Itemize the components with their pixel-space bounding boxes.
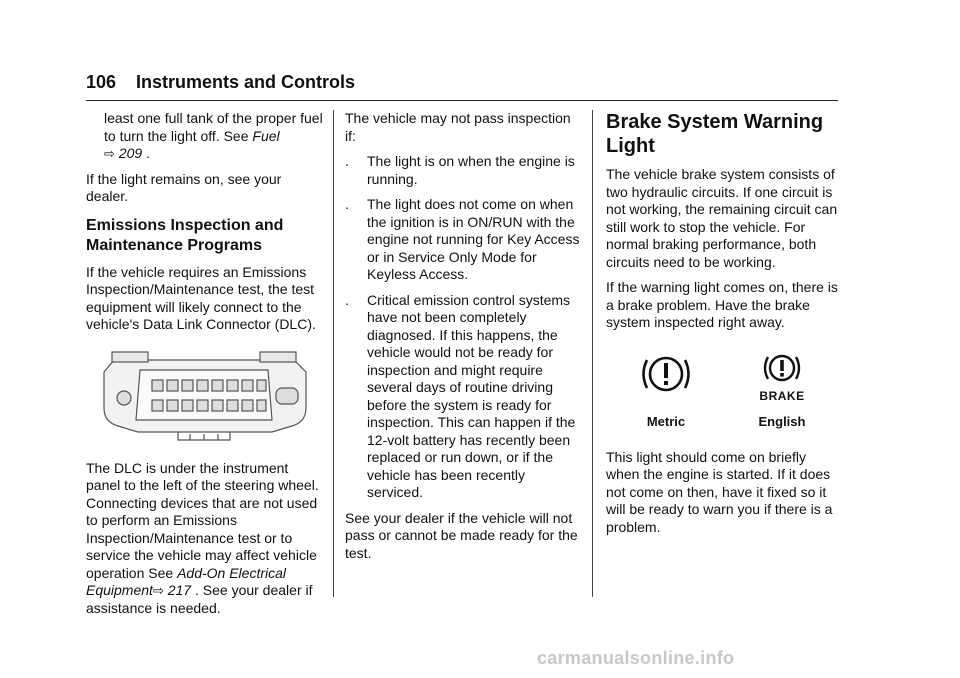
section-title: Instruments and Controls <box>136 72 356 92</box>
brake-system-paragraph: The vehicle brake system consists of two hydraulic circuits. If one circuit is not working, the remaining circuit can still work to stop the vehicle. For normal braking performance, both circuits need to be working. <box>606 166 838 270</box>
column-divider <box>592 110 593 597</box>
emissions-heading: Emissions Inspection and Maintenance Programs <box>86 216 284 254</box>
dlc-location-paragraph: The DLC is under the instrument panel to the left of the steering wheel. Connecting devices that are not used to perform an Emissions Inspection/Maintenance test or to service the vehicle may affect vehicle operation See Add-On Electrical Equipment⇨ 217 . See your dealer if assistance is needed. <box>86 459 319 616</box>
add-on-page-ref[interactable]: 217 <box>163 582 192 598</box>
column-divider <box>333 110 334 597</box>
bullet-mark: . <box>345 153 349 169</box>
caption-metric: Metric <box>646 414 686 429</box>
column-middle <box>345 110 580 570</box>
brake-warning-heading: Brake System Warning Light <box>606 111 824 157</box>
column-right <box>606 110 840 544</box>
list-item: . The light does not come on when the ignition is in ON/RUN with the engine not running for Key Access or in Service Only Mode for Keyless Access. <box>345 196 580 282</box>
page-number: 106 <box>86 72 117 92</box>
light-remains-paragraph: If the light remains on, see your dealer. <box>86 170 282 204</box>
caption-english: English <box>758 414 806 429</box>
page-header <box>86 70 838 101</box>
page-ref-icon: ⇨ <box>104 146 115 161</box>
brake-icons <box>634 350 814 406</box>
inspection-intro: The vehicle may not pass inspection if: <box>345 110 571 144</box>
watermark: carmanualsonline.info <box>537 648 735 668</box>
column-left <box>86 110 326 625</box>
fuel-paragraph: least one full tank of the proper fuel to turn the light off. See Fuel ⇨ 209 . <box>104 110 323 161</box>
list-item: . Critical emission control systems have not been completely diagnosed. If this happens, the vehicle would not be ready for inspection and might require several days of routine driving before the system is ready for inspection. This can happen if the 12-volt battery has recently been replaced or run down, or if the vehicle has been recently serviced. <box>345 291 576 500</box>
fuel-page-ref[interactable]: 209 <box>114 145 143 161</box>
brake-warning-english-icon <box>758 350 806 386</box>
bullet-mark: . <box>345 291 349 308</box>
dlc-connector-illustration <box>94 348 314 448</box>
list-item: . The light is on when the engine is running. <box>345 153 575 187</box>
brake-warning-metric-icon <box>638 350 694 398</box>
bullet-mark: . <box>345 196 349 212</box>
brake-label: BRAKE <box>759 388 805 403</box>
brake-warning-paragraph: If the warning light comes on, there is a brake problem. Have the brake system inspected right away. <box>606 279 838 330</box>
icon-captions <box>634 413 814 431</box>
inspection-outro: See your dealer if the vehicle will not pass or cannot be made ready for the test. <box>345 509 578 561</box>
emissions-paragraph: If the vehicle requires an Emissions Inspection/Maintenance test, the test equipment will likely connect to the vehicle's Data Link Connector (DLC). <box>86 263 316 332</box>
page-ref-icon: ⇨ <box>152 583 164 598</box>
brake-startup-paragraph: This light should come on briefly when the engine is started. If it does not come on then, have it fixed so it will be ready to warn you if there is a problem. <box>606 448 833 535</box>
fuel-link[interactable]: Fuel <box>252 127 280 144</box>
add-on-electrical-link[interactable]: Add-On Electrical Equipment <box>86 564 287 598</box>
